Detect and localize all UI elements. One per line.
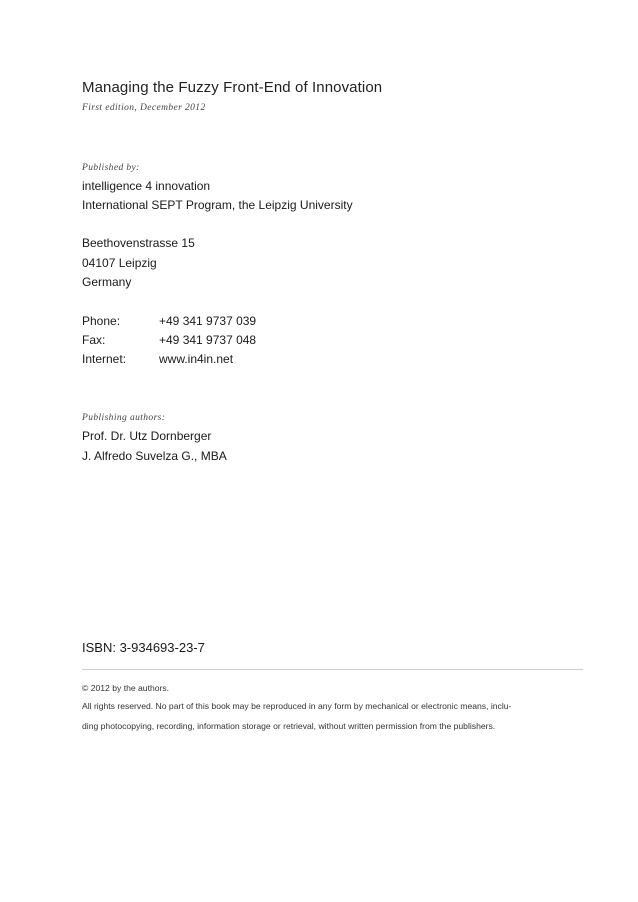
- rights-text-line: All rights reserved. No part of this book may be reproduced in any form by mechanical or electronic means, inclu-: [82, 701, 512, 711]
- contact-internet-row: [82, 352, 233, 366]
- book-title: Managing the Fuzzy Front-End of Innovation: [82, 79, 383, 96]
- contact-fax-value: +49 341 9737 048: [159, 333, 257, 347]
- publisher-name: intelligence 4 innovation: [82, 179, 211, 193]
- isbn: ISBN: 3-934693-23-7: [82, 640, 205, 655]
- contact-phone-row: [82, 314, 256, 328]
- author-name: J. Alfredo Suvelza G., MBA: [82, 449, 227, 463]
- rights-text-line: ding photocopying, recording, information storage or retrieval, without written permission from the publishers.: [82, 721, 496, 731]
- publisher-program: International SEPT Program, the Leipzig University: [82, 198, 353, 212]
- author-name: Prof. Dr. Utz Dornberger: [82, 429, 212, 443]
- copyright-notice: © 2012 by the authors.: [82, 683, 170, 693]
- address-country: Germany: [82, 275, 132, 289]
- contact-internet-value[interactable]: www.in4in.net: [159, 352, 234, 366]
- contact-fax-row: [82, 333, 256, 347]
- published-by-label: Published by:: [82, 163, 140, 173]
- address-city: 04107 Leipzig: [82, 256, 157, 270]
- contact-internet-label: Internet:: [82, 352, 127, 366]
- divider: [82, 669, 583, 670]
- contact-fax-label: Fax:: [82, 333, 106, 347]
- contact-phone-value: +49 341 9737 039: [159, 314, 257, 328]
- contact-phone-label: Phone:: [82, 314, 121, 328]
- address-street: Beethovenstrasse 15: [82, 236, 195, 250]
- edition-line: First edition, December 2012: [82, 103, 206, 113]
- publishing-authors-label: Publishing authors:: [82, 413, 166, 423]
